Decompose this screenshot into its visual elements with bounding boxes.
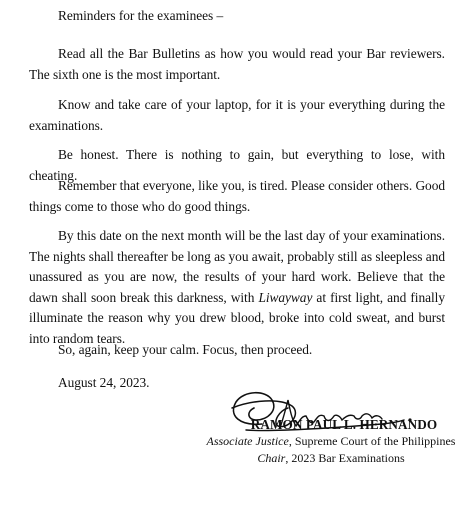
reminder-paragraph-2: Know and take care of your laptop, for it is your everything during the examinations. [29,97,445,133]
reminder-paragraph-1: Read all the Bar Bulletins as how you would read your Bar reviewers. The sixth one is the most important. [29,46,445,82]
liwayway-italic: Liwayway [258,289,313,305]
paragraph-5-text-a: By this date on the next month will be the last day of your examinations. The nights shall thereafter be long as you await, probably still as sleepless and unassured as you are now, the results of your hard work. Believe that the dawn shall soon break this darkness, with [29,228,445,305]
reminder-paragraph-4: Remember that everyone, like you, is tired. Please consider others. Good things come to those who do good things. [29,178,445,214]
letter-heading: Reminders for the examinees – [58,8,224,23]
signatory-title-1 [200,433,462,450]
title-1-rest: , Supreme Court of the Philippines [288,434,456,448]
signatory-title-2 [200,450,462,467]
reminder-paragraph-3: Be honest. There is nothing to gain, but everything to lose, with cheating. [29,147,445,183]
signature-block [200,416,462,467]
letter-date: August 24, 2023. [58,375,150,390]
title-1-italic: Associate Justice [206,434,289,448]
title-2-italic: Chair [257,451,286,465]
signatory-name: RAMON PAUL L. HERNANDO [250,417,438,432]
paragraph-5-text-b: at first light, and finally illuminate the reason why you drew blood, broke into cold sweat, and burst into random tears. [29,289,445,346]
reminder-paragraph-5 [29,226,445,349]
closing-paragraph: So, again, keep your calm. Focus, then proceed. [58,342,313,357]
title-2-rest: , 2023 Bar Examinations [285,451,405,465]
